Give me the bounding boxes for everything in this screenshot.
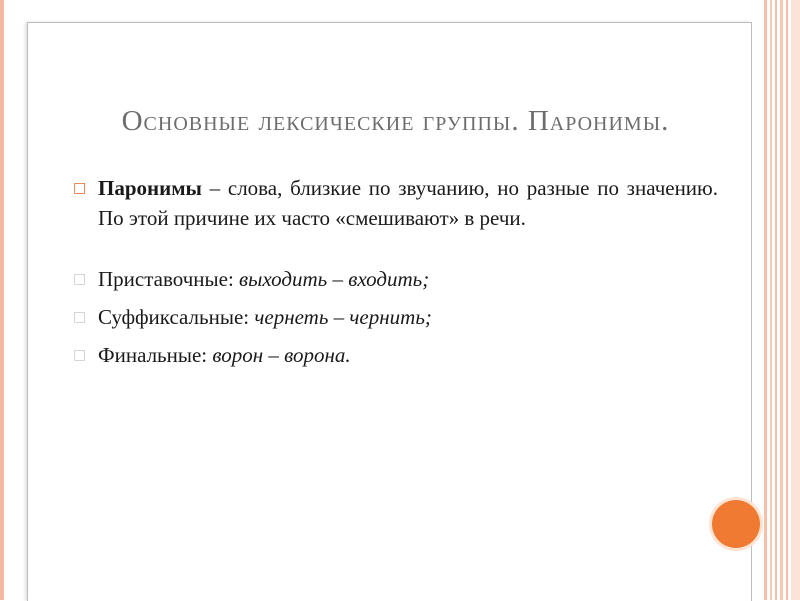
item-label: Приставочные: (98, 267, 240, 291)
list-item (73, 264, 718, 294)
spacer (73, 233, 718, 264)
gray-bullet-icon: □ (73, 347, 87, 363)
item-example: чернеть – чернить; (254, 305, 432, 329)
right-decor-stripe (791, 0, 800, 600)
list-item (73, 302, 718, 332)
definition-text: – слова, близкие по звучанию, но разные по значению. По этой причине их часто «смешивают» в речи. (98, 176, 718, 230)
right-decor-stripe (780, 0, 783, 600)
right-decor-stripe (770, 0, 772, 600)
orange-bullet-icon: □ (73, 180, 87, 196)
right-decor-stripe (764, 0, 767, 600)
definition-term: Паронимы (98, 176, 202, 200)
right-decor-stripe (775, 0, 777, 600)
slide-content (73, 173, 718, 378)
left-edge-stripe (0, 0, 4, 600)
definition-bullet (73, 173, 718, 233)
item-example: ворон – ворона. (212, 343, 351, 367)
right-decor-stripe (786, 0, 788, 600)
decorative-circle-icon (712, 500, 760, 548)
item-label: Финальные: (98, 343, 213, 367)
item-example: выходить – входить; (239, 267, 430, 291)
slide-title: Основные лексические группы. Паронимы. (121, 105, 670, 137)
gray-bullet-icon: □ (73, 271, 87, 287)
item-label: Суффиксальные: (98, 305, 255, 329)
slide-frame (27, 22, 752, 601)
list-item (73, 340, 718, 370)
gray-bullet-icon: □ (73, 309, 87, 325)
